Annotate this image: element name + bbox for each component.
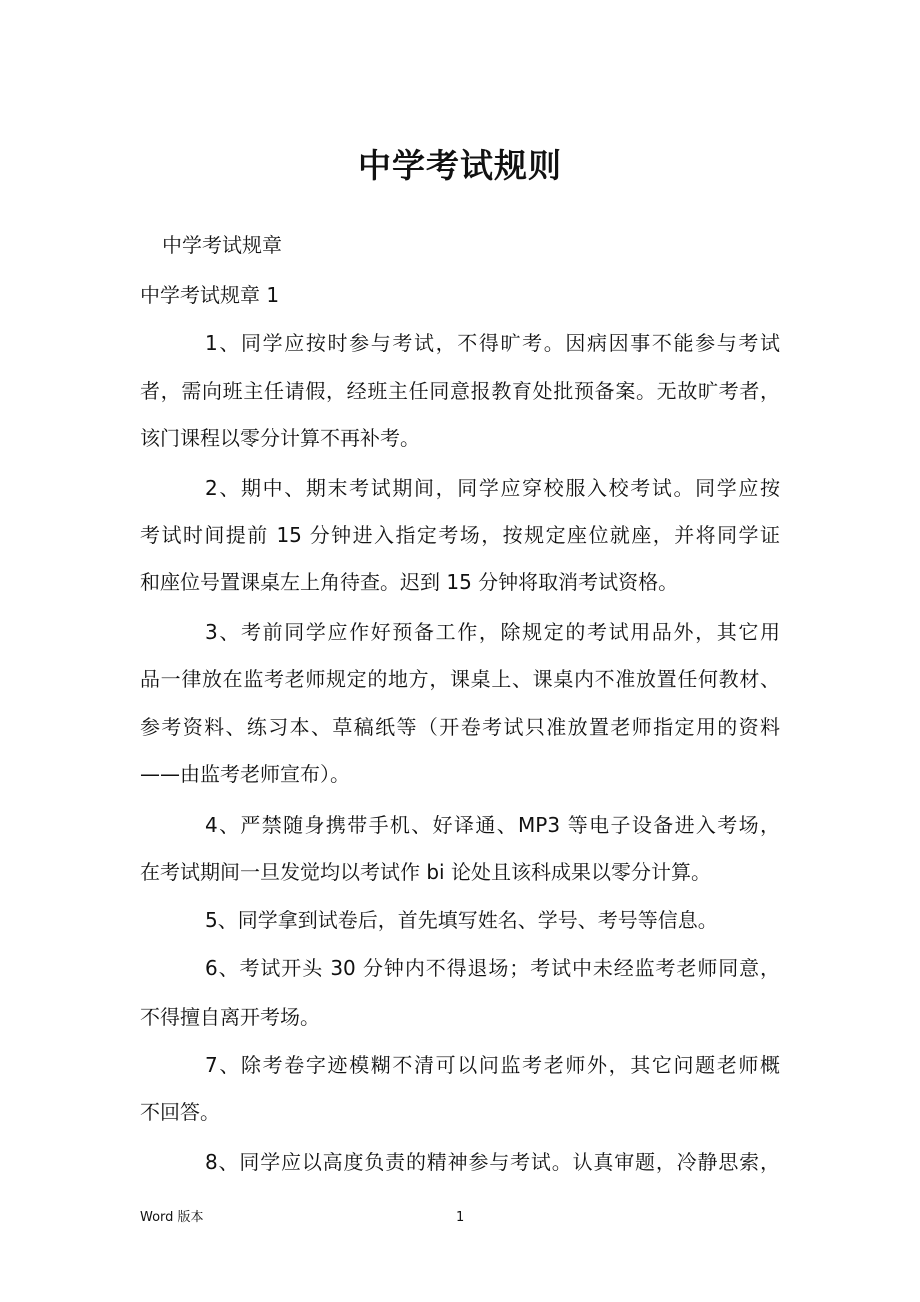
paragraph-line: 品一律放在监考老师规定的地方，课桌上、课桌内不准放置任何教材、 — [140, 667, 780, 691]
paragraph-line: 7、除考卷字迹模糊不清可以问监考老师外，其它问题老师概 — [205, 1053, 780, 1077]
paragraph-line: 2、期中、期末考试期间，同学应穿校服入校考试。同学应按 — [205, 476, 780, 500]
paragraph-line: 参考资料、练习本、草稿纸等（开卷考试只准放置老师指定用的资料 — [140, 715, 780, 739]
paragraph-line: 和座位号置课桌左上角待查。迟到 15 分钟将取消考试资格。 — [140, 570, 679, 594]
paragraph-line: 5、同学拿到试卷后，首先填写姓名、学号、考号等信息。 — [205, 908, 718, 932]
page-number: 1 — [456, 1210, 465, 1225]
paragraph-line: 4、严禁随身携带手机、好译通、MP3 等电子设备进入考场， — [205, 813, 780, 837]
paragraph-line: ——由监考老师宣布）。 — [140, 762, 350, 786]
paragraph-line: 者，需向班主任请假，经班主任同意报教育处批预备案。无故旷考者， — [140, 379, 780, 403]
paragraph-line: 该门课程以零分计算不再补考。 — [140, 426, 420, 450]
footer-label: Word 版本 — [140, 1210, 204, 1225]
paragraph-line: 6、考试开头 30 分钟内不得退场；考试中未经监考老师同意， — [205, 956, 780, 980]
section-heading: 中学考试规章 — [162, 233, 282, 257]
paragraph-line: 3、考前同学应作好预备工作，除规定的考试用品外，其它用 — [205, 620, 780, 644]
paragraph-line: 不得擅自离开考场。 — [140, 1005, 320, 1029]
section-subheading: 中学考试规章 1 — [140, 283, 280, 307]
paragraph-line: 8、同学应以高度负责的精神参与考试。认真审题，冷静思索， — [205, 1150, 780, 1174]
paragraph-line: 考试时间提前 15 分钟进入指定考场，按规定座位就座，并将同学证 — [140, 523, 780, 547]
paragraph-line: 不回答。 — [140, 1100, 220, 1124]
paragraph-line: 1、同学应按时参与考试，不得旷考。因病因事不能参与考试 — [205, 331, 780, 355]
document-title: 中学考试规则 — [358, 146, 562, 185]
paragraph-line: 在考试期间一旦发觉均以考试作 bi 论处且该科成果以零分计算。 — [140, 860, 711, 884]
